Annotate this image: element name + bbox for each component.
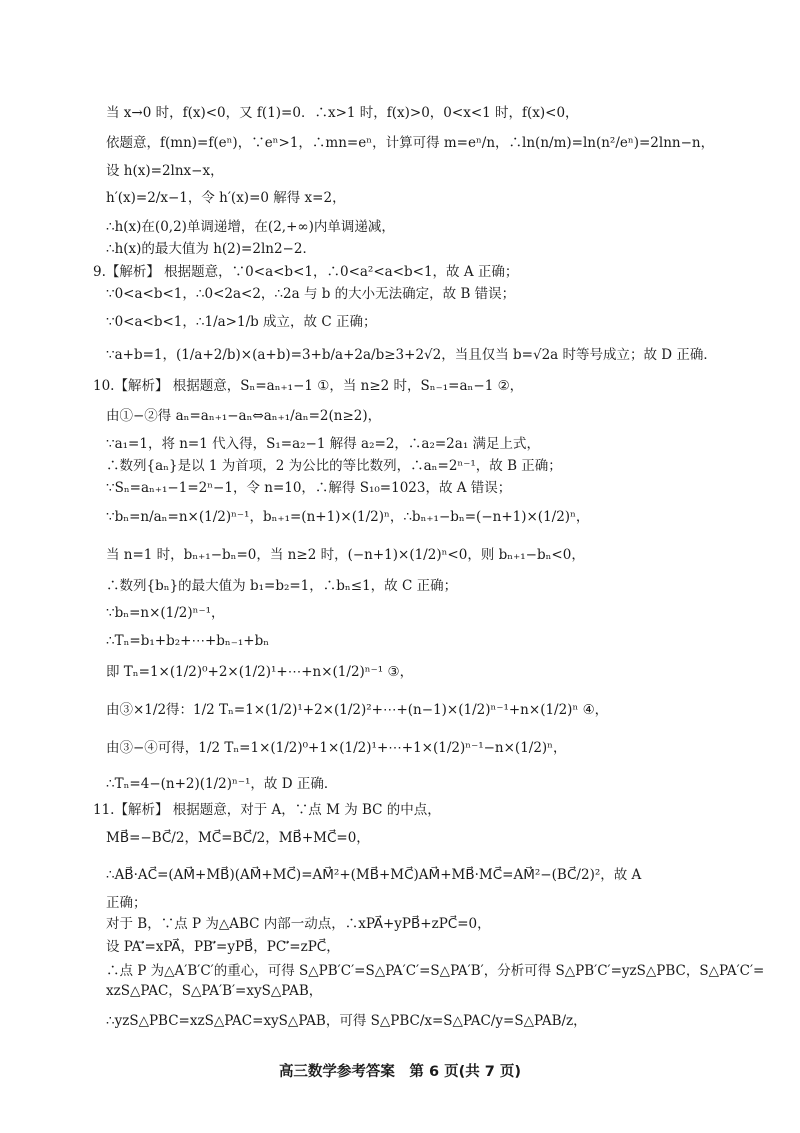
text-line: ∵bₙ=n/aₙ=n×(1/2)ⁿ⁻¹，bₙ₊₁=(n+1)×(1/2)ⁿ，∴bₙ₊₁−bₙ=(−n+1)×(1/2)ⁿ， — [106, 509, 590, 525]
text-line: ∴h(x)在(0,2)单调递增，在(2,+∞)内单调递减， — [106, 219, 395, 235]
text-line: 设 PA′⃗=xPA⃗，PB′⃗=yPB⃗，PC′⃗=zPC⃗， — [106, 939, 340, 955]
page-footer: 高三数学参考答案 第 6 页(共 7 页) — [278, 1064, 522, 1080]
text-line: ∵a₁=1，将 n=1 代入得，S₁=a₂−1 解得 a₂=2，∴a₂=2a₁ 满足上式， — [106, 436, 541, 452]
text-line: 正确； — [106, 895, 147, 911]
text-line: xzS△PAC，S△PA′B′=xyS△PAB， — [106, 983, 323, 999]
text-line: 当 n=1 时，bₙ₊₁−bₙ=0，当 n≥2 时，(−n+1)×(1/2)ⁿ<0，则 bₙ₊₁−bₙ<0， — [106, 547, 585, 563]
text-line: ∴yzS△PBC=xzS△PAC=xyS△PAB，可得 S△PBC/x=S△PAC/y=S△PAB/z， — [106, 1013, 587, 1029]
text-line: ∴数列{bₙ}的最大值为 b₁=b₂=1，∴bₙ≤1，故 C 正确； — [106, 578, 458, 594]
text-line: ∵bₙ=n×(1/2)ⁿ⁻¹， — [106, 605, 225, 621]
text-line: h′(x)=2/x−1，令 h′(x)=0 解得 x=2， — [106, 190, 346, 206]
text-line: ∴数列{aₙ}是以 1 为首项，2 为公比的等比数列，∴aₙ=2ⁿ⁻¹，故 B 正确； — [106, 458, 562, 474]
text-line: ∴h(x)的最大值为 h(2)=2ln2−2． — [106, 241, 316, 257]
text-line: 由③×1/2得：1/2 Tₙ=1×(1/2)¹+2×(1/2)²+⋯+(n−1)×(1/2)ⁿ⁻¹+n×(1/2)ⁿ ④， — [106, 702, 609, 718]
text-line: ∴Tₙ=b₁+b₂+⋯+bₙ₋₁+bₙ — [106, 633, 270, 649]
text-line: ∵a+b=1，(1/a+2/b)×(a+b)=3+b/a+2a/b≥3+2√2，当且仅当 b=√2a 时等号成立；故 D 正确． — [106, 347, 717, 363]
text-line: ∵0<a<b<1，∴0<2a<2，∴2a 与 b 的大小无法确定，故 B 错误； — [106, 286, 516, 302]
text-line: 对于 B，∵点 P 为△ABC 内部一动点，∴xPA⃗+yPB⃗+zPC⃗=0， — [106, 916, 491, 932]
text-line: ∵Sₙ=aₙ₊₁−1=2ⁿ−1，令 n=10，∴解得 S₁₀=1023，故 A 错误； — [106, 480, 512, 496]
text-line: 即 Tₙ=1×(1/2)⁰+2×(1/2)¹+⋯+n×(1/2)ⁿ⁻¹ ③， — [106, 664, 414, 680]
text-line: 设 h(x)=2lnx−x， — [106, 163, 224, 179]
text-line: ∴AB⃗·AC⃗=(AM⃗+MB⃗)(AM⃗+MC⃗)=AM⃗²+(MB⃗+MC⃗)AM⃗+MB⃗·MC⃗=AM⃗²−(BC⃗/2)²，故 A — [106, 867, 642, 883]
text-line: 由①−②得 aₙ=aₙ₊₁−aₙ⇔aₙ₊₁/aₙ=2(n≥2)， — [106, 408, 382, 424]
text-line: 10.【解析】 根据题意，Sₙ=aₙ₊₁−1 ①，当 n≥2 时，Sₙ₋₁=aₙ−1 ②， — [93, 378, 524, 394]
text-line: MB⃗=−BC⃗/2，MC⃗=BC⃗/2，MB⃗+MC⃗=0， — [106, 830, 370, 846]
text-line: 由③−④可得，1/2 Tₙ=1×(1/2)⁰+1×(1/2)¹+⋯+1×(1/2)ⁿ⁻¹−n×(1/2)ⁿ， — [106, 740, 567, 756]
text-line: 11.【解析】 根据题意，对于 A，∵点 M 为 BC 的中点， — [93, 802, 441, 818]
text-line: 9.【解析】 根据题意，∵0<a<b<1，∴0<a²<a<b<1，故 A 正确； — [93, 264, 519, 280]
text-line: ∴点 P 为△A′B′C′的重心，可得 S△PB′C′=S△PA′C′=S△PA′B′，分析可得 S△PB′C′=yzS△PBC，S△PA′C′= — [106, 963, 765, 979]
text-line: 依题意，f(mn)=f(eⁿ)，∵eⁿ>1，∴mn=eⁿ，计算可得 m=eⁿ/n，∴ln(n/m)=ln(n²/eⁿ)=2lnn−n， — [106, 135, 715, 151]
text-line: 当 x→0 时，f(x)<0，又 f(1)=0．∴x>1 时，f(x)>0，0<x<1 时，f(x)<0， — [106, 105, 579, 121]
text-line: ∴Tₙ=4−(n+2)(1/2)ⁿ⁻¹，故 D 正确． — [106, 776, 338, 792]
text-line: ∵0<a<b<1，∴1/a>1/b 成立，故 C 正确； — [106, 314, 377, 330]
